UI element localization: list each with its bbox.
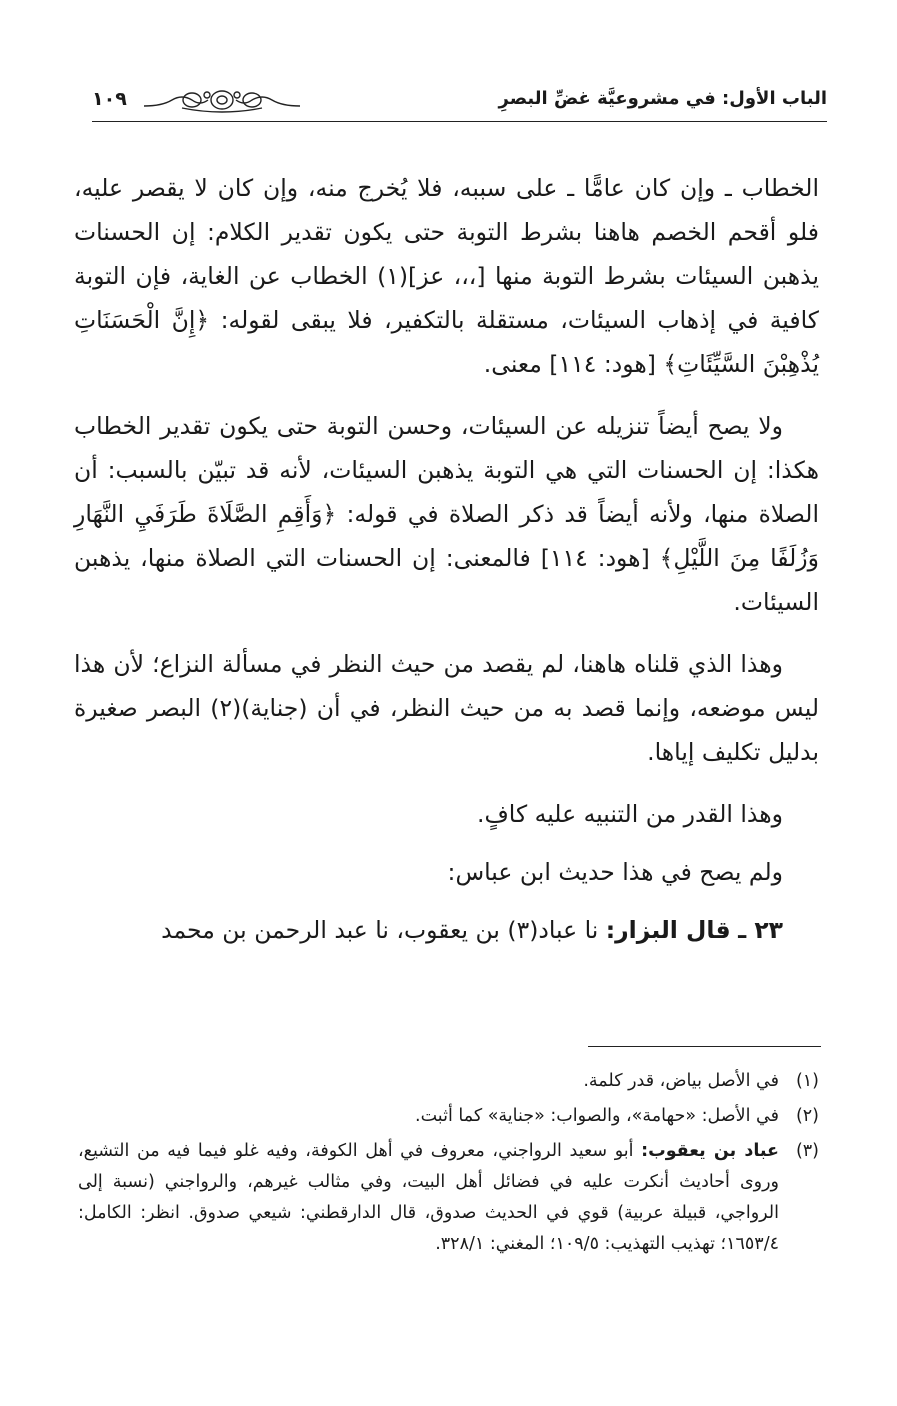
ornament-icon <box>142 86 302 114</box>
footnote-number: (٢) <box>795 1106 819 1126</box>
footnote-narrator-name: عباد بن يعقوب: <box>641 1141 779 1161</box>
paragraph: ولم يصح في هذا حديث ابن عباس: <box>447 858 783 886</box>
footnotes <box>78 1066 819 1264</box>
header-divider <box>92 121 827 122</box>
hadith-narrator: قال البزار: <box>605 916 731 944</box>
footnote-number: (٣) <box>795 1141 819 1161</box>
page-number: ١٠٩ <box>92 88 127 110</box>
hadith-line <box>74 908 819 952</box>
hadith-number: ٢٣ ـ <box>738 916 783 944</box>
paragraph: وهذا الذي قلناه هاهنا، لم يقصد من حيث النظر في مسألة النزاع؛ لأن هذا ليس موضعه، وإنما قصد به من حيث النظر، في أن (جناية)(٢) البصر صغيرة بدليل تكليف إياها. <box>74 650 819 766</box>
running-header <box>92 84 827 120</box>
footnote <box>78 1066 819 1097</box>
footnote-text: في الأصل بياض، قدر كلمة. <box>583 1071 779 1091</box>
paragraph: ولا يصح أيضاً تنزيله عن السيئات، وحسن التوبة حتى يكون تقدير الخطاب هكذا: إن الحسنات التي هي التوبة يذهبن السيئات، لأنه قد تبيّن بالسبب: أن الصلاة منها، ولأنه أيضاً قد ذكر الصلاة في قوله: ﴿وَأَقِمِ الصَّلَاةَ طَرَفَيِ النَّهَارِ وَزُلَفًا مِنَ اللَّيْلِ﴾ [هود: ١١٤] فالمعنى: إن الحسنات التي الصلاة منها، يذهبن السيئات. <box>74 412 819 616</box>
hadith-text: نا عباد(٣) بن يعقوب، نا عبد الرحمن بن محمد <box>161 916 599 944</box>
footnote-text: في الأصل: «حهامة»، والصواب: «جناية» كما أثبت. <box>415 1106 779 1126</box>
footnote-text: أبو سعيد الرواجني، معروف في أهل الكوفة، وفيه غلو فيما فيه من التشيع، وروى أحاديث أنكرت عليه في فضائل أهل البيت، وفي مثالب غيرهم، والرواجني (نسبة إلى الرواجي، قبيلة عربية) قوي في الحديث صدوق، قال الدارقطني: شيعي صدوق. انظر: الكامل: ١٦٥٣/٤؛ تهذيب التهذيب: ١٠٩/٥؛ المغني: ٣٢٨/١. <box>78 1141 779 1254</box>
footnote-divider <box>588 1046 821 1047</box>
paragraph: وهذا القدر من التنبيه عليه كافٍ. <box>476 800 783 828</box>
footnote-text-block <box>78 1136 779 1260</box>
footnote <box>78 1136 819 1260</box>
main-text <box>74 166 819 966</box>
chapter-title: الباب الأول: في مشروعيَّة غضِّ البصرِ <box>498 88 827 109</box>
paragraph: الخطاب ـ وإن كان عامًّا ـ على سببه، فلا يُخرج منه، وإن كان لا يقصر عليه، فلو أقحم الخصم هاهنا بشرط التوبة حتى يكون تقدير الكلام: إن الحسنات يذهبن السيئات بشرط التوبة منها [،،، عز](١) الخطاب عن الغاية، فإن التوبة كافية في إذهاب السيئات، مستقلة بالتكفير، فلا يبقى لقوله: ﴿إِنَّ الْحَسَنَاتِ يُذْهِبْنَ السَّيِّئَاتِ﴾ [هود: ١١٤] معنى. <box>74 174 819 378</box>
footnote-number: (١) <box>795 1071 819 1091</box>
footnote <box>78 1101 819 1132</box>
